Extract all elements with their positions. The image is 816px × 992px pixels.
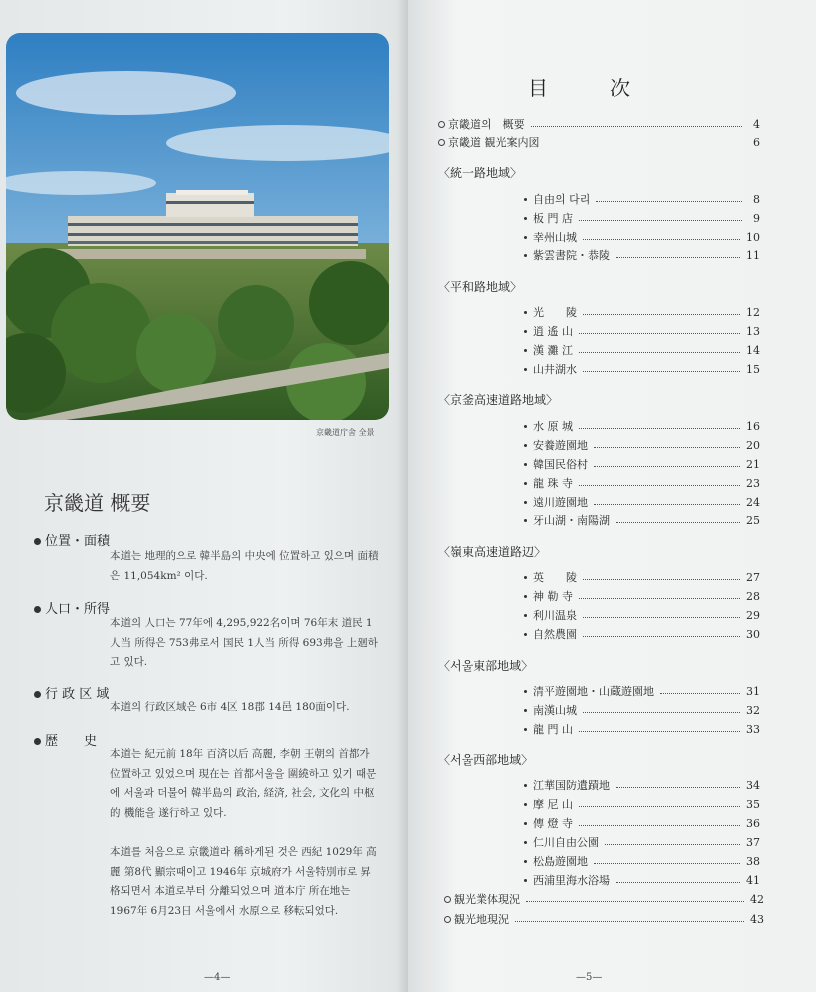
dot-bullet-icon: [524, 576, 527, 579]
dot-bullet-icon: [524, 614, 527, 617]
toc-entry[interactable]: 英 陵 27: [524, 569, 760, 585]
bullet-icon: [34, 538, 41, 545]
page-number-right: —5—: [576, 972, 603, 983]
section-heading-history: 歴 史: [34, 730, 97, 749]
toc-entry[interactable]: 自然農園 30: [524, 626, 760, 642]
toc-entry[interactable]: 安養遊園地 20: [524, 437, 760, 453]
toc-region-heading: 〈서울東部地域〉: [438, 659, 534, 673]
circle-bullet-icon: [438, 121, 445, 128]
toc-entry[interactable]: 板 門 店 9: [524, 210, 760, 226]
toc-entry[interactable]: 龍 門 山 33: [524, 721, 760, 737]
circle-bullet-icon: [444, 916, 451, 923]
toc-entry[interactable]: 水 原 城 16: [524, 418, 760, 434]
photo-caption: 京畿道庁舍 全景: [316, 428, 375, 437]
dot-bullet-icon: [524, 822, 527, 825]
toc-entry[interactable]: 漢 灘 江 14: [524, 342, 760, 358]
dot-bullet-icon: [524, 463, 527, 466]
dot-bullet-icon: [524, 803, 527, 806]
section-text-history-2: 本道를 처음으로 京畿道라 稱하게된 것은 西紀 1029年 高麗 第8代 顯宗때이고 1946年 京城府가 서울特別市로 昇格되면서 本道로부터 分離되었으며 道本庁 所在地는 1967年 6月23日 서울에서 水原으로 移転되었다.: [110, 846, 377, 917]
toc-entry[interactable]: 京畿道 観光案内図 6: [438, 134, 760, 150]
page-title: 京畿道 概要: [44, 491, 151, 515]
section-heading-population: 人口・所得: [34, 598, 110, 617]
dot-bullet-icon: [524, 879, 527, 882]
toc-region-heading: 〈서울西部地域〉: [438, 753, 534, 767]
dot-bullet-icon: [524, 709, 527, 712]
bullet-icon: [34, 691, 41, 698]
section-heading-administration: 行 政 区 域: [34, 683, 109, 702]
section-text-administration: 本道의 行政区域은 6市 4区 18郡 14邑 180面이다.: [110, 701, 350, 713]
dot-bullet-icon: [524, 784, 527, 787]
toc-entry[interactable]: 幸州山城 10: [524, 229, 760, 245]
toc-entry[interactable]: 遠川遊園地 24: [524, 494, 760, 510]
toc-entry[interactable]: 自由의 다리 8: [524, 191, 760, 207]
toc-title: 目次: [528, 76, 692, 100]
toc-region-heading: 〈嶺東高速道路辺〉: [438, 545, 547, 559]
dot-bullet-icon: [524, 728, 527, 731]
dot-bullet-icon: [524, 349, 527, 352]
toc-entry[interactable]: 山井湖水 15: [524, 361, 760, 377]
dot-bullet-icon: [524, 330, 527, 333]
toc-entry[interactable]: 紫雲書院・恭陵 11: [524, 247, 760, 263]
toc-entry[interactable]: 観光業体現況 42: [444, 891, 764, 907]
government-building-photo: [6, 33, 389, 420]
dot-bullet-icon: [524, 501, 527, 504]
toc-region-heading: 〈平和路地域〉: [438, 280, 523, 294]
dot-bullet-icon: [524, 633, 527, 636]
bullet-icon: [34, 606, 41, 613]
page-number-left: —4—: [204, 972, 231, 983]
toc-entry[interactable]: 光 陵 12: [524, 304, 760, 320]
dot-bullet-icon: [524, 482, 527, 485]
toc-entry[interactable]: 龍 珠 寺 23: [524, 475, 760, 491]
dot-bullet-icon: [524, 519, 527, 522]
toc-entry[interactable]: 松島遊園地 38: [524, 853, 760, 869]
dot-bullet-icon: [524, 217, 527, 220]
toc-region-heading: 〈統一路地域〉: [438, 166, 523, 180]
dot-bullet-icon: [524, 254, 527, 257]
section-text-population: 本道의 人口는 77年에 4,295,922名이며 76年末 道民 1人当 所得은 753弗로서 国民 1人当 所得 693弗을 上廻하고 있다.: [110, 617, 378, 668]
toc-entry[interactable]: 仁川自由公園 37: [524, 834, 760, 850]
toc-entry[interactable]: 韓国民俗村 21: [524, 456, 760, 472]
dot-bullet-icon: [524, 425, 527, 428]
dot-bullet-icon: [524, 311, 527, 314]
toc-entry[interactable]: 西浦里海水浴場 41: [524, 872, 760, 888]
toc-entry[interactable]: 江華国防遺蹟地 34: [524, 777, 760, 793]
dot-bullet-icon: [524, 860, 527, 863]
toc-entry[interactable]: 京畿道의 概要 4: [438, 116, 760, 132]
section-text-location: 本道는 地理的으로 韓半島의 中央에 位置하고 있으며 面積은 11,054km² 이다.: [110, 550, 379, 582]
toc-entry[interactable]: 利川温泉 29: [524, 607, 760, 623]
toc-entry[interactable]: 牙山湖・南陽湖 25: [524, 512, 760, 528]
toc-entry[interactable]: 傳 燈 寺 36: [524, 815, 760, 831]
section-text-history-1: 本道는 紀元前 18年 百済以后 高麗, 李朝 王朝의 首都가 位置하고 있었으며 現在는 首都서울을 圍繞하고 있기 때문에 서울과 더불어 韓半島의 政治, 経済, 社会, 文化의 中枢的 機能을 遂行하고 있다.: [110, 748, 377, 819]
dot-bullet-icon: [524, 198, 527, 201]
circle-bullet-icon: [444, 896, 451, 903]
toc-entry[interactable]: 南漢山城 32: [524, 702, 760, 718]
dot-bullet-icon: [524, 236, 527, 239]
bullet-icon: [34, 738, 41, 745]
section-heading-location: 位置・面積: [34, 530, 110, 549]
toc-entry[interactable]: 摩 尼 山 35: [524, 796, 760, 812]
toc-entry[interactable]: 神 勒 寺 28: [524, 588, 760, 604]
dot-bullet-icon: [524, 444, 527, 447]
toc-region-heading: 〈京釜高速道路地域〉: [438, 393, 559, 407]
circle-bullet-icon: [438, 139, 445, 146]
dot-bullet-icon: [524, 841, 527, 844]
dot-bullet-icon: [524, 690, 527, 693]
toc-entry[interactable]: 清平遊園地・山蔵遊園地 31: [524, 683, 760, 699]
dot-bullet-icon: [524, 595, 527, 598]
right-page: [408, 0, 816, 992]
toc-entry[interactable]: 逍 遙 山 13: [524, 323, 760, 339]
dot-bullet-icon: [524, 368, 527, 371]
toc-entry[interactable]: 観光地現況 43: [444, 911, 764, 927]
